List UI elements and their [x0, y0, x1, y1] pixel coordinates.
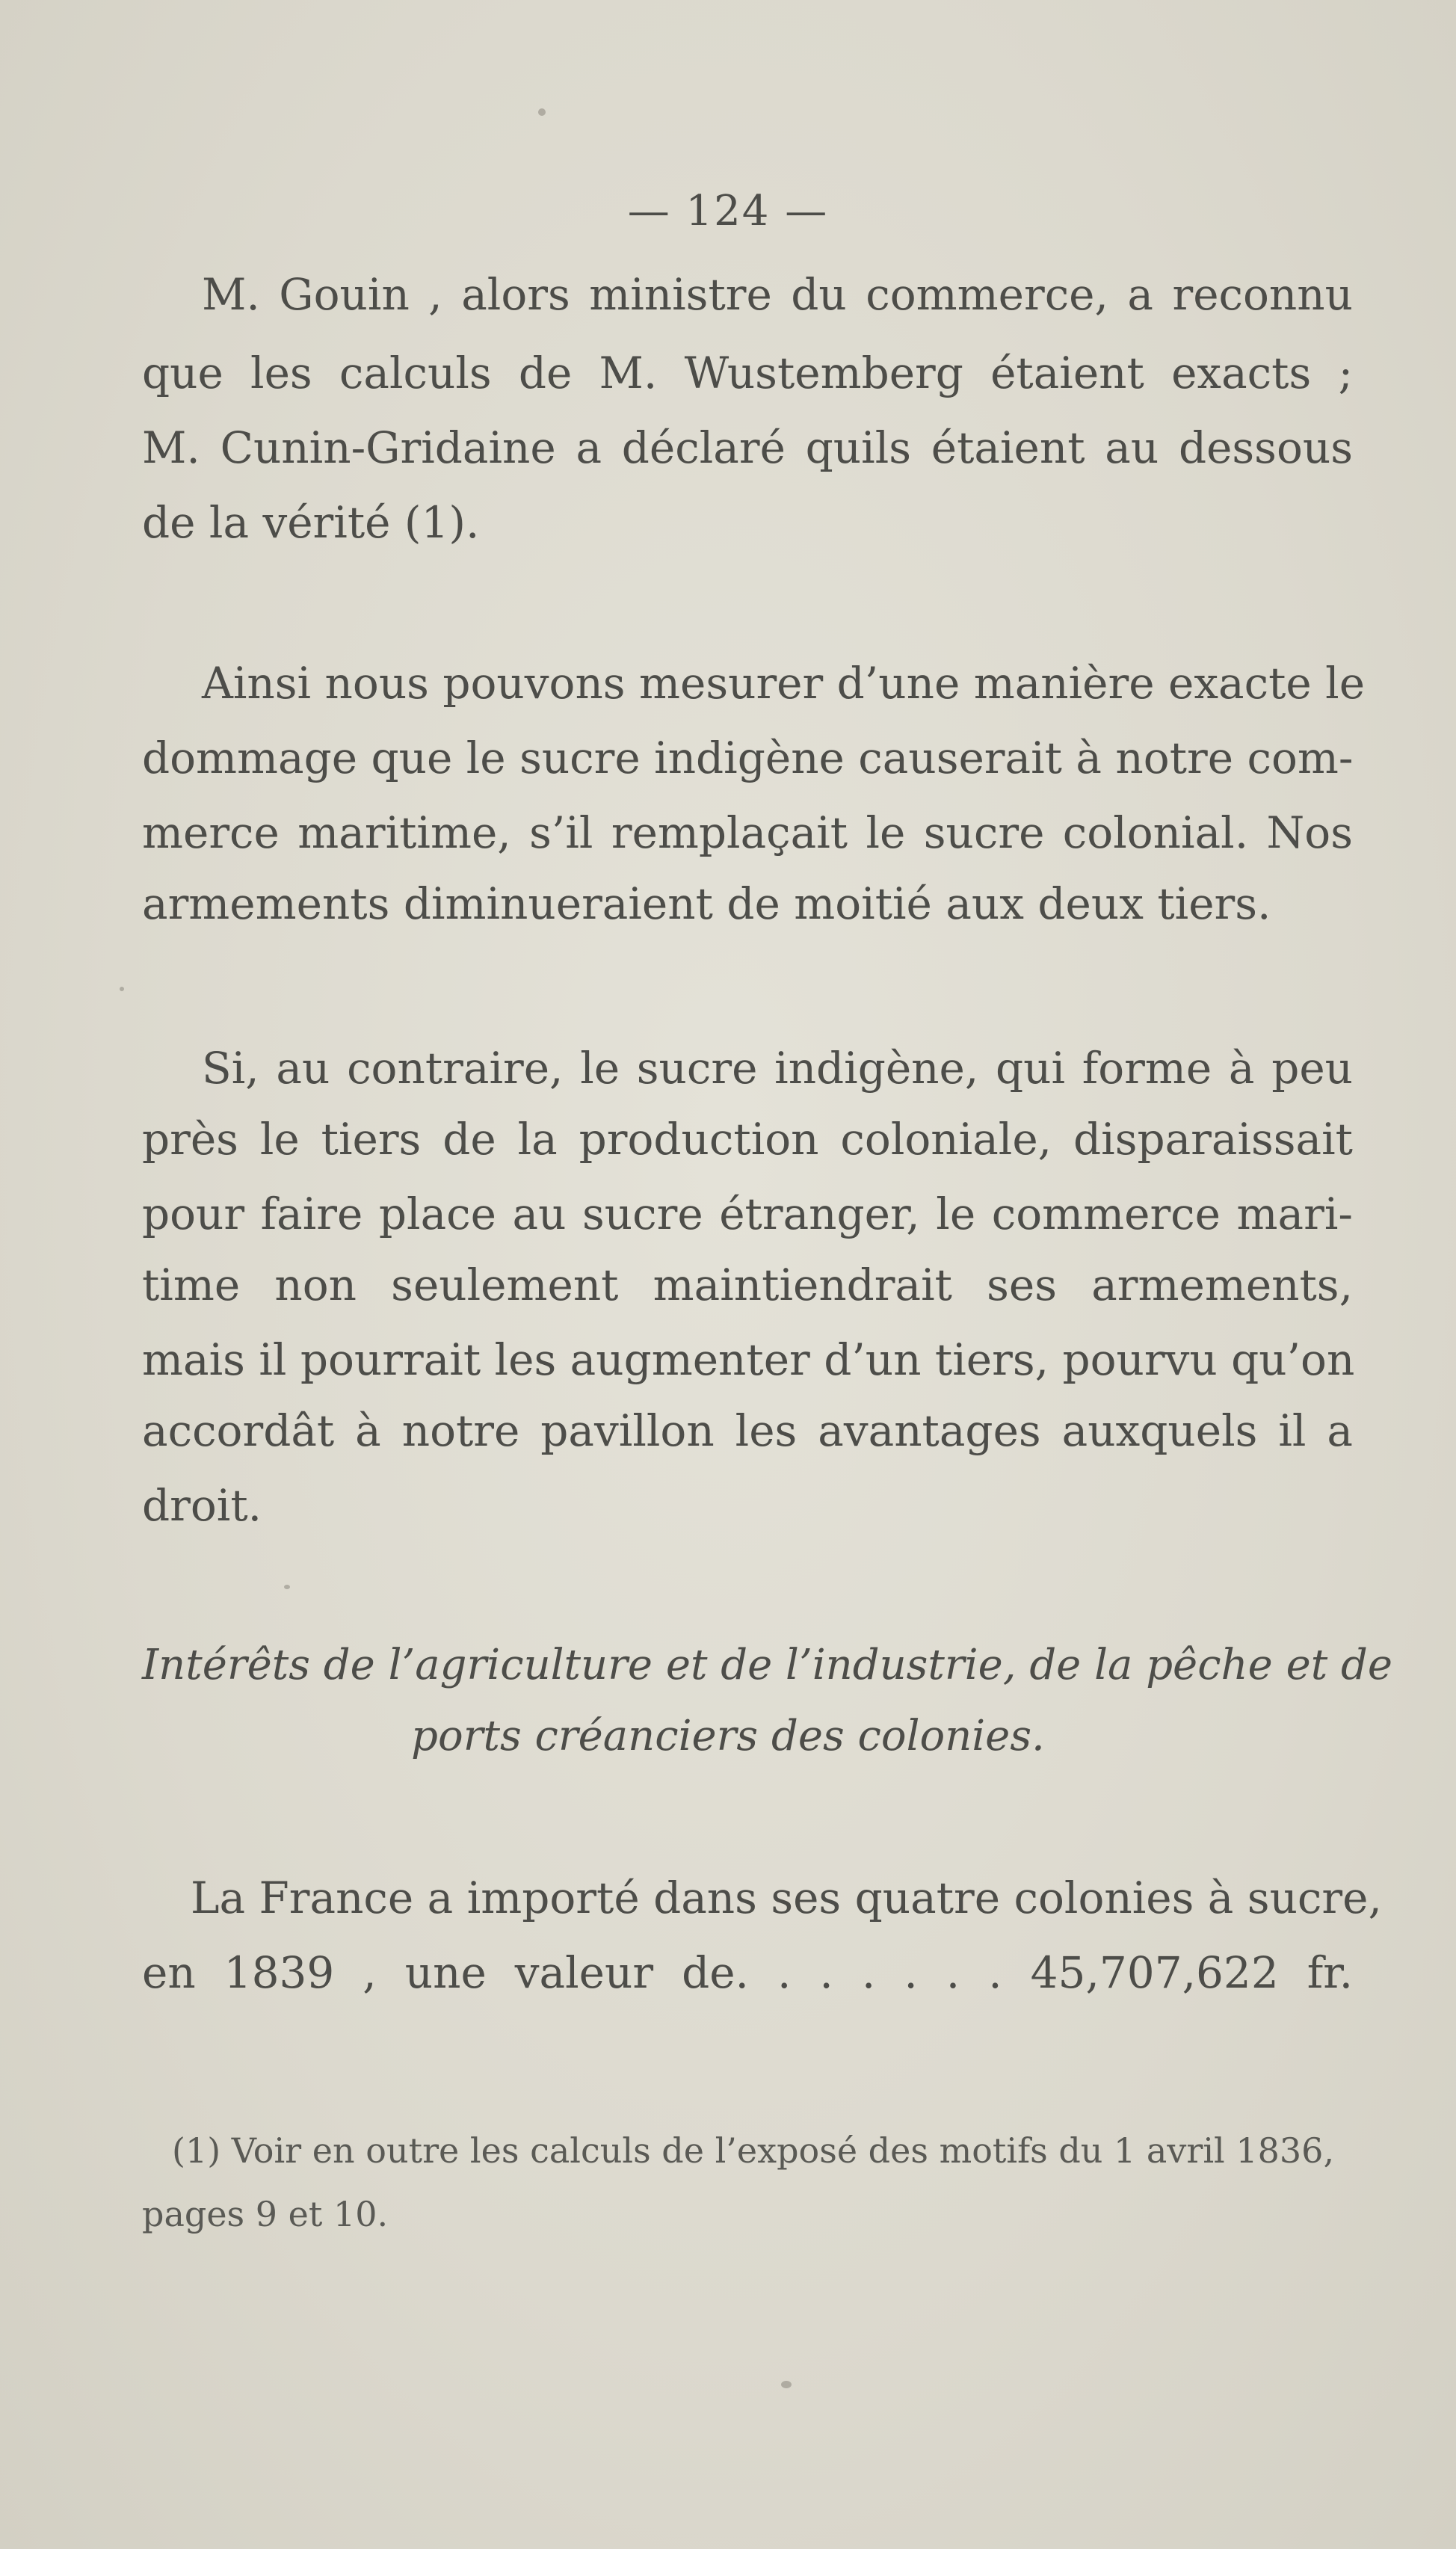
paragraph-3-line-6: accordât à notre pavillon les avantages auxquels il a — [142, 1405, 1353, 1456]
paragraph-1-line-3: M. Cunin-Gridaine a déclaré quils étaient au dessous — [142, 422, 1353, 473]
paper-speck — [284, 1585, 290, 1589]
paragraph-3-line-2: près le tiers de la production coloniale, disparaissait — [142, 1114, 1353, 1165]
paragraph-1-line-1: M. Gouin , alors ministre du commerce, a reconnu — [202, 269, 1353, 320]
paragraph-4-line-2: en 1839 , une valeur de. . . . . . . 45,707,622 fr. — [142, 1947, 1353, 1998]
page-number: — 124 — — [627, 187, 829, 235]
footnote-line-2: pages 9 et 10. — [142, 2194, 389, 2234]
paper-speck — [120, 987, 124, 991]
footnote-line-1: (1) Voir en outre les calculs de l’exposé des motifs du 1 avril 1836, — [172, 2130, 1335, 2171]
paragraph-2-line-2: dommage que le sucre indigène causerait à notre com- — [142, 733, 1354, 783]
paragraph-3-line-1: Si, au contraire, le sucre indigène, qui forme à peu — [202, 1043, 1353, 1094]
paragraph-2-line-4: armements diminueraient de moitié aux deux tiers. — [142, 878, 1271, 929]
paragraph-3-line-3: pour faire place au sucre étranger, le commerce mari- — [142, 1189, 1353, 1239]
paragraph-3-line-5: mais il pourrait les augmenter d’un tiers, pourvu qu’on — [142, 1334, 1355, 1385]
paragraph-3-line-7: droit. — [142, 1480, 262, 1531]
paper-speck — [538, 108, 546, 116]
paragraph-1-line-4: de la vérité (1). — [142, 497, 480, 548]
paragraph-2-line-3: merce maritime, s’il remplaçait le sucre colonial. Nos — [142, 807, 1353, 858]
paragraph-1-line-2: que les calculs de M. Wustemberg étaient exacts ; — [142, 348, 1353, 398]
paper-speck — [781, 2381, 792, 2388]
section-heading-line-2: ports créanciers des colonies. — [411, 1712, 1045, 1760]
paragraph-3-line-4: time non seulement maintiendrait ses armements, — [142, 1260, 1353, 1310]
section-heading-line-1: Intérêts de l’agriculture et de l’industrie, de la pêche et de — [142, 1641, 1392, 1689]
paragraph-4-line-1: La France a importé dans ses quatre colonies à sucre, — [191, 1873, 1382, 1923]
paragraph-2-line-1: Ainsi nous pouvons mesurer d’une manière exacte le — [202, 658, 1366, 709]
